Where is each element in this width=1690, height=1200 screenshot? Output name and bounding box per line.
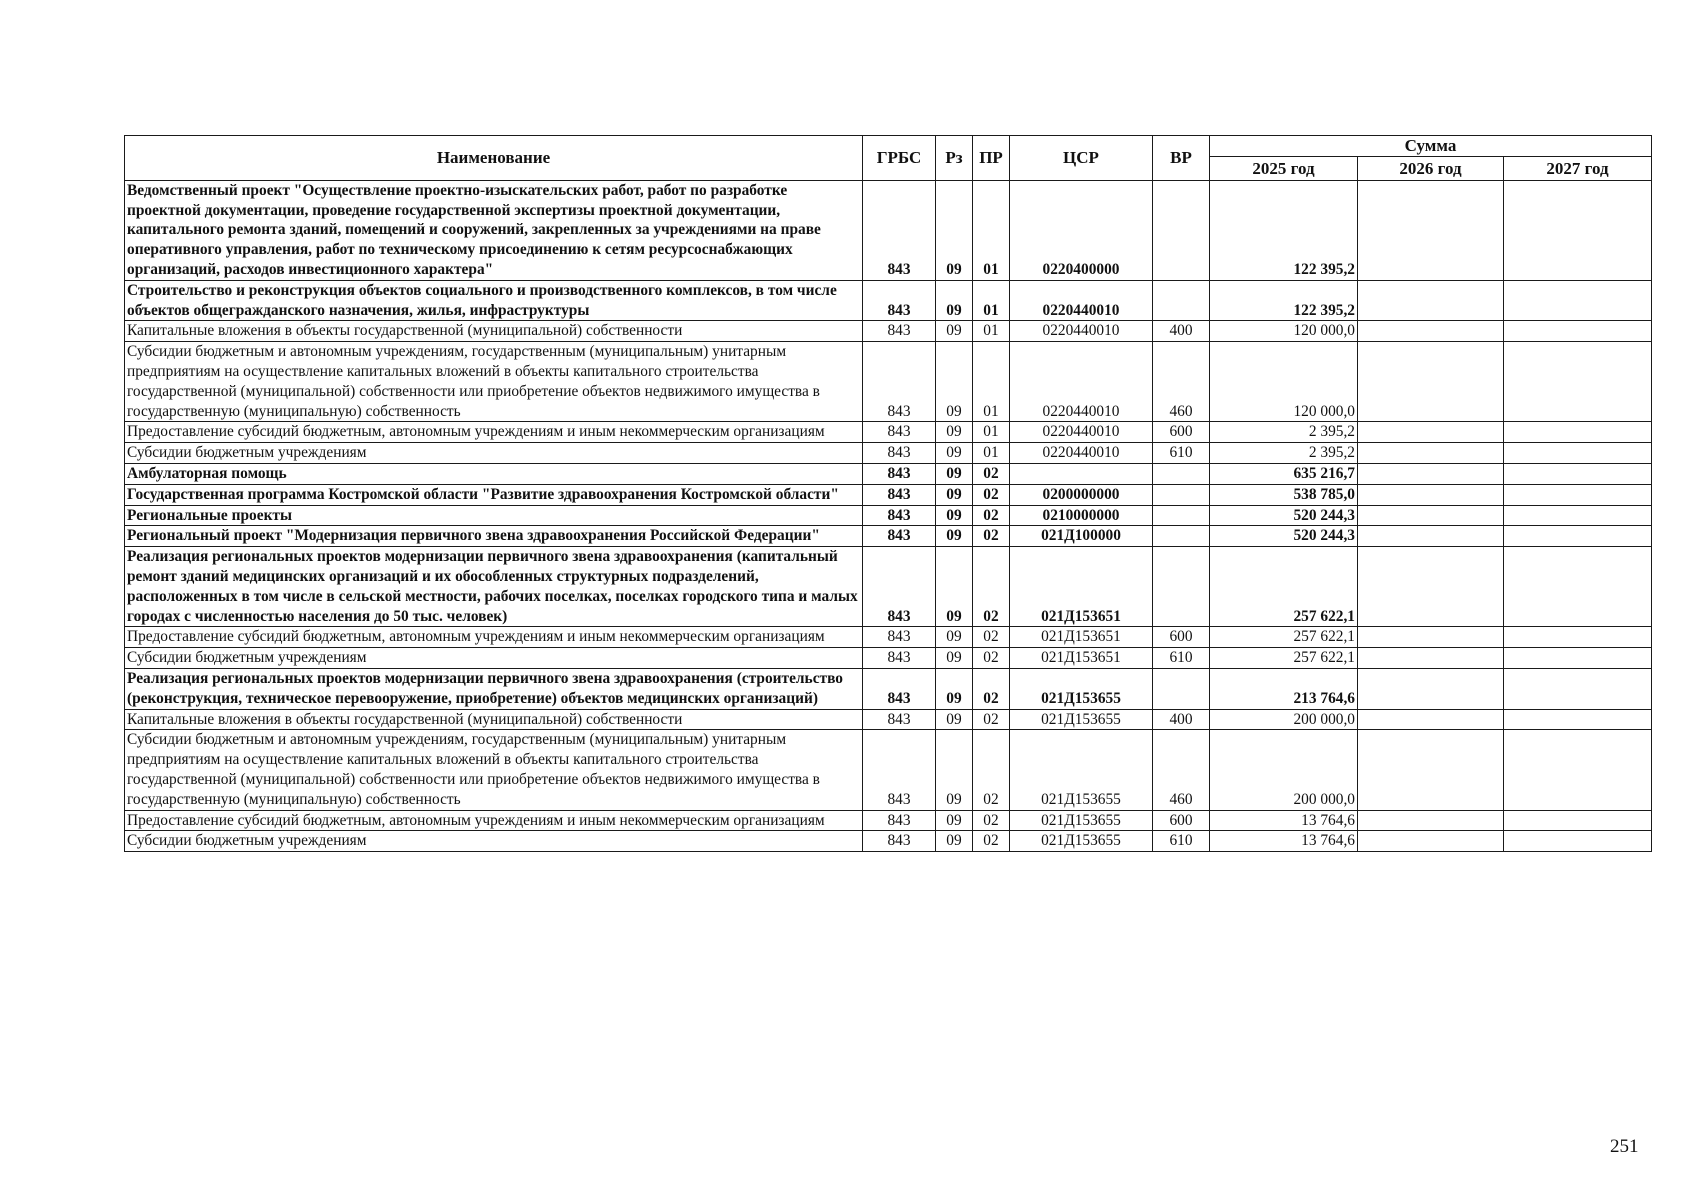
row-rz: 09: [936, 627, 973, 648]
row-pr: 02: [973, 648, 1010, 669]
row-rz: 09: [936, 831, 973, 852]
row-amount-2027: [1504, 505, 1652, 526]
row-csr: 0220440010: [1010, 422, 1153, 443]
row-vr: 610: [1153, 831, 1210, 852]
row-vr: 600: [1153, 422, 1210, 443]
table-row: [125, 730, 1652, 810]
row-grbs: 843: [863, 484, 936, 505]
row-amount-2025: 200 000,0: [1210, 709, 1358, 730]
row-amount-2027: [1504, 321, 1652, 342]
row-csr: 021Д153655: [1010, 831, 1153, 852]
row-vr: 400: [1153, 709, 1210, 730]
row-amount-2025: 213 764,6: [1210, 668, 1358, 709]
row-rz: 09: [936, 342, 973, 422]
row-amount-2025: 635 216,7: [1210, 463, 1358, 484]
row-amount-2026: [1358, 321, 1504, 342]
row-amount-2027: [1504, 648, 1652, 669]
row-amount-2027: [1504, 443, 1652, 464]
table-row: [125, 463, 1652, 484]
row-csr: 021Д153655: [1010, 709, 1153, 730]
table-row: [125, 627, 1652, 648]
row-amount-2027: [1504, 547, 1652, 627]
row-grbs: 843: [863, 422, 936, 443]
row-amount-2027: [1504, 668, 1652, 709]
row-name: Предоставление субсидий бюджетным, автономным учреждениям и иным некоммерческим организациям: [125, 627, 863, 648]
row-name: Предоставление субсидий бюджетным, автономным учреждениям и иным некоммерческим организациям: [125, 810, 863, 831]
row-amount-2025: 122 395,2: [1210, 280, 1358, 321]
row-pr: 02: [973, 831, 1010, 852]
row-amount-2027: [1504, 342, 1652, 422]
row-amount-2027: [1504, 831, 1652, 852]
row-amount-2027: [1504, 484, 1652, 505]
row-pr: 02: [973, 730, 1010, 810]
row-amount-2025: 2 395,2: [1210, 443, 1358, 464]
row-amount-2025: 120 000,0: [1210, 342, 1358, 422]
row-csr: 0210000000: [1010, 505, 1153, 526]
table-row: [125, 810, 1652, 831]
row-vr: [1153, 526, 1210, 547]
row-amount-2025: 120 000,0: [1210, 321, 1358, 342]
col-header-2025: 2025 год: [1210, 156, 1358, 180]
row-pr: 01: [973, 180, 1010, 280]
row-grbs: 843: [863, 730, 936, 810]
row-name: Реализация региональных проектов модернизации первичного звена здравоохранения (строительство (реконструкция, техническое перевооружение, приобретение) объектов медицинских организаций): [125, 668, 863, 709]
row-grbs: 843: [863, 709, 936, 730]
row-csr: 021Д153655: [1010, 668, 1153, 709]
table-row: [125, 484, 1652, 505]
table-row: [125, 526, 1652, 547]
row-grbs: 843: [863, 526, 936, 547]
row-amount-2025: 122 395,2: [1210, 180, 1358, 280]
row-rz: 09: [936, 648, 973, 669]
row-amount-2026: [1358, 484, 1504, 505]
row-pr: 02: [973, 668, 1010, 709]
table-row: [125, 180, 1652, 280]
row-pr: 01: [973, 321, 1010, 342]
table-row: [125, 342, 1652, 422]
row-grbs: 843: [863, 321, 936, 342]
row-amount-2025: 257 622,1: [1210, 627, 1358, 648]
row-rz: 09: [936, 668, 973, 709]
row-pr: 02: [973, 526, 1010, 547]
col-header-sum: Сумма: [1210, 136, 1652, 157]
row-rz: 09: [936, 180, 973, 280]
row-grbs: 843: [863, 443, 936, 464]
row-amount-2027: [1504, 280, 1652, 321]
row-vr: [1153, 547, 1210, 627]
row-pr: 01: [973, 422, 1010, 443]
row-vr: [1153, 180, 1210, 280]
row-amount-2026: [1358, 443, 1504, 464]
row-amount-2027: [1504, 730, 1652, 810]
row-pr: 02: [973, 547, 1010, 627]
budget-table: [124, 135, 1652, 852]
row-vr: [1153, 463, 1210, 484]
row-csr: 021Д153655: [1010, 730, 1153, 810]
row-name: Строительство и реконструкция объектов социального и производственного комплексов, в том числе объектов общегражданского назначения, жилья, инфраструктуры: [125, 280, 863, 321]
row-vr: 600: [1153, 627, 1210, 648]
table-row: [125, 547, 1652, 627]
row-amount-2025: 2 395,2: [1210, 422, 1358, 443]
row-vr: 610: [1153, 443, 1210, 464]
row-amount-2026: [1358, 648, 1504, 669]
row-amount-2027: [1504, 180, 1652, 280]
row-amount-2025: 520 244,3: [1210, 526, 1358, 547]
row-grbs: 843: [863, 547, 936, 627]
row-amount-2026: [1358, 627, 1504, 648]
row-grbs: 843: [863, 342, 936, 422]
row-grbs: 843: [863, 831, 936, 852]
row-csr: 0220440010: [1010, 321, 1153, 342]
row-amount-2026: [1358, 463, 1504, 484]
table-row: [125, 443, 1652, 464]
row-amount-2025: 538 785,0: [1210, 484, 1358, 505]
row-grbs: 843: [863, 180, 936, 280]
row-amount-2027: [1504, 627, 1652, 648]
row-amount-2026: [1358, 730, 1504, 810]
row-pr: 02: [973, 627, 1010, 648]
row-vr: 600: [1153, 810, 1210, 831]
row-name: Государственная программа Костромской области "Развитие здравоохранения Костромской области": [125, 484, 863, 505]
row-amount-2025: 13 764,6: [1210, 810, 1358, 831]
row-rz: 09: [936, 709, 973, 730]
row-rz: 09: [936, 810, 973, 831]
row-rz: 09: [936, 443, 973, 464]
row-amount-2025: 257 622,1: [1210, 547, 1358, 627]
row-csr: 0220440010: [1010, 342, 1153, 422]
row-amount-2026: [1358, 422, 1504, 443]
row-pr: 01: [973, 443, 1010, 464]
row-amount-2026: [1358, 831, 1504, 852]
row-rz: 09: [936, 463, 973, 484]
row-name: Капитальные вложения в объекты государственной (муниципальной) собственности: [125, 709, 863, 730]
row-csr: 021Д153651: [1010, 627, 1153, 648]
row-name: Реализация региональных проектов модернизации первичного звена здравоохранения (капитальный ремонт зданий медицинских организаций и их обособленных структурных подразделений, расположенных в том числе в сельской местности, рабочих поселках, поселках городского типа и малых городах с численностью населения до 50 тыс. человек): [125, 547, 863, 627]
row-amount-2026: [1358, 526, 1504, 547]
table-row: [125, 422, 1652, 443]
row-amount-2026: [1358, 668, 1504, 709]
col-header-vr: ВР: [1153, 136, 1210, 181]
row-grbs: 843: [863, 668, 936, 709]
row-name: Субсидии бюджетным и автономным учреждениям, государственным (муниципальным) унитарным предприятиям на осуществление капитальных вложений в объекты капитального строительства государственной (муниципальной) собственности или приобретение объектов недвижимого имущества в государственную (муниципальную) собственность: [125, 342, 863, 422]
col-header-rz: Рз: [936, 136, 973, 181]
col-header-name: Наименование: [125, 136, 863, 181]
row-vr: [1153, 668, 1210, 709]
row-rz: 09: [936, 505, 973, 526]
table-row: [125, 668, 1652, 709]
row-rz: 09: [936, 422, 973, 443]
row-name: Региональные проекты: [125, 505, 863, 526]
row-name: Капитальные вложения в объекты государственной (муниципальной) собственности: [125, 321, 863, 342]
row-amount-2027: [1504, 709, 1652, 730]
table-row: [125, 709, 1652, 730]
row-rz: 09: [936, 280, 973, 321]
row-name: Субсидии бюджетным учреждениям: [125, 648, 863, 669]
row-pr: 02: [973, 505, 1010, 526]
row-amount-2026: [1358, 709, 1504, 730]
row-amount-2027: [1504, 463, 1652, 484]
row-pr: 02: [973, 484, 1010, 505]
row-csr: 021Д153651: [1010, 648, 1153, 669]
row-amount-2025: 200 000,0: [1210, 730, 1358, 810]
row-amount-2025: 13 764,6: [1210, 831, 1358, 852]
row-vr: 610: [1153, 648, 1210, 669]
row-vr: [1153, 505, 1210, 526]
row-grbs: 843: [863, 648, 936, 669]
row-rz: 09: [936, 484, 973, 505]
row-grbs: 843: [863, 280, 936, 321]
table-row: [125, 321, 1652, 342]
row-amount-2025: 520 244,3: [1210, 505, 1358, 526]
table-row: [125, 505, 1652, 526]
row-csr: 0220440010: [1010, 443, 1153, 464]
row-pr: 02: [973, 810, 1010, 831]
row-amount-2027: [1504, 526, 1652, 547]
row-pr: 02: [973, 709, 1010, 730]
row-csr: 021Д100000: [1010, 526, 1153, 547]
row-grbs: 843: [863, 810, 936, 831]
col-header-pr: ПР: [973, 136, 1010, 181]
col-header-2026: 2026 год: [1358, 156, 1504, 180]
row-name: Субсидии бюджетным учреждениям: [125, 443, 863, 464]
row-csr: 0200000000: [1010, 484, 1153, 505]
row-rz: 09: [936, 730, 973, 810]
row-csr: 021Д153655: [1010, 810, 1153, 831]
row-pr: 01: [973, 342, 1010, 422]
row-csr: 021Д153651: [1010, 547, 1153, 627]
table-row: [125, 831, 1652, 852]
row-amount-2026: [1358, 180, 1504, 280]
row-amount-2026: [1358, 280, 1504, 321]
row-name: Субсидии бюджетным и автономным учреждениям, государственным (муниципальным) унитарным предприятиям на осуществление капитальных вложений в объекты капитального строительства государственной (муниципальной) собственности или приобретение объектов недвижимого имущества в государственную (муниципальную) собственность: [125, 730, 863, 810]
row-name: Ведомственный проект "Осуществление проектно-изыскательских работ, работ по разработке проектной документации, проведение государственной экспертизы проектной документации, капитального ремонта зданий, помещений и сооружений, закрепленных за учреждениями на праве оперативного управления, работ по техническому присоединению к сетям ресурсоснабжающих организаций, расходов инвестиционного характера": [125, 180, 863, 280]
row-vr: 460: [1153, 342, 1210, 422]
row-name: Предоставление субсидий бюджетным, автономным учреждениям и иным некоммерческим организациям: [125, 422, 863, 443]
header-row: [125, 136, 1652, 157]
row-vr: [1153, 280, 1210, 321]
row-name: Субсидии бюджетным учреждениям: [125, 831, 863, 852]
row-grbs: 843: [863, 627, 936, 648]
row-pr: 02: [973, 463, 1010, 484]
row-amount-2026: [1358, 547, 1504, 627]
row-amount-2026: [1358, 505, 1504, 526]
page-number: 251: [1610, 1136, 1639, 1157]
row-grbs: 843: [863, 463, 936, 484]
row-amount-2027: [1504, 422, 1652, 443]
row-name: Региональный проект "Модернизация первичного звена здравоохранения Российской Федерации": [125, 526, 863, 547]
row-amount-2027: [1504, 810, 1652, 831]
row-rz: 09: [936, 526, 973, 547]
row-vr: [1153, 484, 1210, 505]
row-csr: 0220400000: [1010, 180, 1153, 280]
row-amount-2026: [1358, 810, 1504, 831]
row-csr: 0220440010: [1010, 280, 1153, 321]
table-row: [125, 280, 1652, 321]
row-rz: 09: [936, 547, 973, 627]
row-amount-2026: [1358, 342, 1504, 422]
col-header-2027: 2027 год: [1504, 156, 1652, 180]
col-header-csr: ЦСР: [1010, 136, 1153, 181]
row-name: Амбулаторная помощь: [125, 463, 863, 484]
table-row: [125, 648, 1652, 669]
row-vr: 460: [1153, 730, 1210, 810]
row-pr: 01: [973, 280, 1010, 321]
row-grbs: 843: [863, 505, 936, 526]
row-rz: 09: [936, 321, 973, 342]
row-csr: [1010, 463, 1153, 484]
row-vr: 400: [1153, 321, 1210, 342]
row-amount-2025: 257 622,1: [1210, 648, 1358, 669]
col-header-grbs: ГРБС: [863, 136, 936, 181]
